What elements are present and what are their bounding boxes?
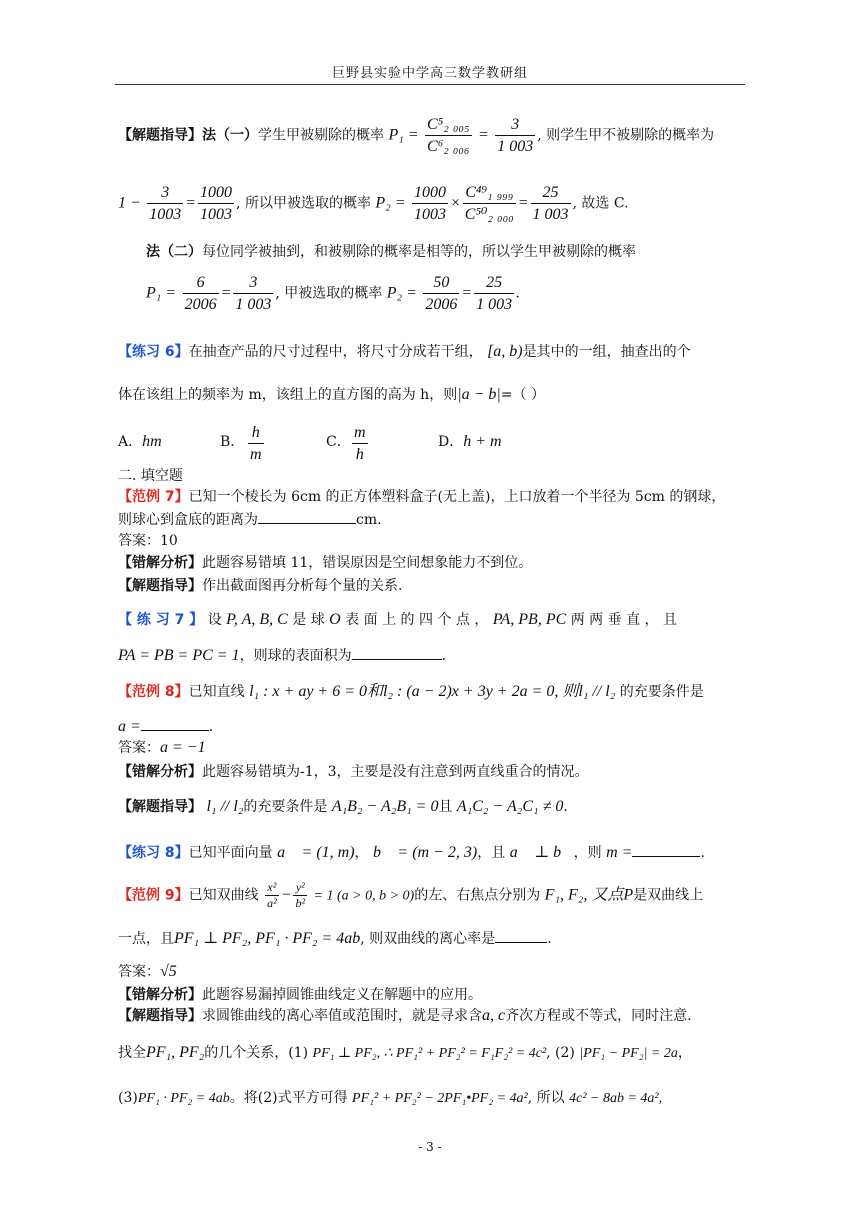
math: PF₁² + PF₂² − 2PF₁•PF₂ = 4a²	[352, 1091, 528, 1106]
text: 的充要条件是	[243, 799, 328, 815]
math: P₂ =	[375, 194, 406, 212]
option-a: A．hm	[118, 433, 162, 450]
solution-8: 【解题指导】 l₁ // l₂的充要条件是 A₁B₂ − A₂B₁ = 0且 A₁C₂ − A₂C₁ ≠ 0.	[118, 798, 568, 815]
page-header: 巨野县实验中学高三数学教研组	[331, 66, 528, 81]
answer-blank	[632, 842, 700, 857]
practice-7-line-2: PA = PB = PC = 1，则球的表面积为 .	[118, 647, 447, 664]
text: 答案：	[118, 740, 160, 756]
math: a⃗ = (1, m)	[277, 844, 355, 861]
page-number: - 3 -	[418, 1140, 442, 1154]
math: a = −1	[160, 739, 206, 756]
text: 求圆锥曲线的离心率值或范围时，就是寻求含	[202, 1008, 482, 1024]
solution-line-1: 【解题指导】法（一）学生甲被剔除的概率 P₁ = $\frac{\text{C⁵₂ ₀₀₅}}{\text{C⁶₂ ₀₀₆}}$ = $\frac{3}{1 003}$ , 则学生甲不被剔除的概率为	[118, 116, 715, 155]
text: 已知平面向量	[188, 845, 273, 861]
text: cm.	[356, 512, 382, 528]
math: PA = PB = PC = 1	[118, 647, 240, 664]
answer-blank	[352, 645, 442, 660]
math: PF₁ ⊥ PF₂, PF₁ · PF₂ = 4ab	[174, 930, 361, 947]
text: 表 面 上 的 四 个 点 ，	[345, 612, 489, 628]
text: 找全	[118, 1045, 146, 1061]
practice-8: 【练习 8】已知平面向量 a⃗ = (1, m)， b⃗ = (m − 2, 3)，且 a⃗ ⊥ b⃗，则 m = .	[118, 844, 705, 861]
fraction: $\frac{25}{1 003}$	[476, 274, 513, 313]
error-analysis-7	[118, 553, 742, 573]
practice-tag: 【 练 习 7 】	[118, 612, 204, 628]
practice-6-line-1	[118, 342, 742, 362]
solution-tag: 【解题指导】	[118, 1008, 202, 1024]
fraction: $\frac{\text{y²}}{\text{b²}}$	[295, 880, 306, 910]
method-tag: 法（二）	[146, 244, 202, 260]
example-9-line-1: 【范例 9】已知双曲线 $\frac{\text{x²}}{\text{a²}}$ − $\frac{\text{y²}}{\text{b²}}$ = 1 (a > 0, b > 0)的左、右焦点分别为 F₁, F₂, 又点P是双曲线上	[118, 880, 704, 910]
math: 1 −	[118, 194, 141, 212]
math: √5	[160, 963, 177, 980]
example-tag: 【范例 9】	[118, 887, 189, 904]
answer-7: 答案：10	[118, 533, 178, 549]
text: ，则球的表面积为	[239, 648, 352, 664]
math: a =	[118, 718, 141, 735]
option-c-fraction: $\frac{m}{h}$	[354, 424, 366, 463]
error-tag: 【错解分析】	[118, 555, 202, 571]
option-d: D．h + m	[438, 433, 502, 450]
solution-line-3	[146, 242, 742, 262]
fraction: $\frac{25}{1 003}$	[532, 184, 569, 223]
solution-9	[118, 1006, 742, 1026]
math: PF₁, PF₂	[146, 1044, 205, 1061]
practice-tag: 【练习 6】	[118, 344, 189, 360]
text: 是双曲线上	[633, 887, 704, 904]
text: 一点，且	[118, 931, 174, 947]
math: l₁ : x + ay + 6 = 0和l₂ : (a − 2)x + 3y + 2a = 0, 则l₁ // l₂	[249, 683, 616, 700]
answer-blank	[495, 928, 547, 943]
answer-8	[118, 738, 742, 758]
text: 已知双曲线	[188, 887, 259, 904]
math: P₂ =	[386, 284, 417, 302]
math: l₁ // l₂	[206, 798, 244, 815]
example-tag: 【范例 7】	[118, 489, 189, 505]
fraction: $\frac{1000}{1003}$	[200, 184, 233, 223]
math: PA, PB, PC	[492, 611, 567, 628]
error-analysis-8	[118, 762, 742, 782]
header-rule	[115, 84, 745, 85]
text: 学生甲被剔除的概率	[258, 127, 384, 144]
text: , 所以	[527, 1090, 565, 1106]
math: |a − b|	[457, 386, 501, 403]
text: 齐次方程或不等式，同时注意.	[505, 1008, 692, 1024]
solution-tag: 【解题指导】	[118, 578, 202, 594]
fraction: $\frac{\text{C⁵₂ ₀₀₅}}{\text{C⁶₂ ₀₀₆}}$	[427, 116, 470, 155]
error-analysis-9	[118, 985, 742, 1005]
option-b-label: B．	[220, 434, 245, 450]
math: 4c² − 8ab = 4a²,	[569, 1091, 663, 1106]
text: , 甲被选取的概率	[275, 285, 383, 302]
text: 作出截面图再分析每个量的关系.	[202, 578, 403, 594]
fraction: $\frac{1000}{1003}$	[414, 184, 446, 223]
text: ，且	[477, 845, 506, 861]
math: F₁, F₂, 又点P	[544, 886, 634, 904]
text: 此题容易错填为-1，3，主要是没有注意到两直线重合的情况。	[202, 764, 589, 780]
text: 的充要条件是	[619, 684, 704, 700]
text: 两 两 垂 直 ， 且	[570, 612, 677, 628]
solution-line-4: P₁ = $\frac{6}{2006}$ = $\frac{3}{1 003}$ , 甲被选取的概率 P₂ = $\frac{50}{2006}$ = $\frac{25}{1 003}$ .	[146, 274, 521, 313]
text: 体在该组上的频率为 m，该组上的直方图的高为 h，则	[118, 387, 458, 403]
text: 的几个关系，(1)	[204, 1045, 309, 1061]
error-tag: 【错解分析】	[118, 764, 202, 780]
math: a⃗ ⊥ b⃗	[509, 844, 574, 861]
example-tag: 【范例 8】	[118, 684, 189, 700]
text: , (2)	[546, 1045, 575, 1061]
text: , 故选 C.	[572, 195, 629, 212]
fraction: $\frac{50}{2006}$	[425, 274, 458, 313]
math: A₁C₂ − A₂C₁ ≠ 0	[456, 798, 564, 815]
text: 此题容易漏掉圆锥曲线定义在解题中的应用。	[202, 987, 482, 1003]
math: m =	[606, 844, 633, 861]
example-7-line-1	[118, 487, 742, 507]
math: P₁ =	[388, 126, 419, 144]
text: , 所以甲被选取的概率	[236, 195, 371, 212]
section-heading: 二. 填空题	[118, 468, 183, 484]
fraction: $\frac{\text{C⁴⁹₁ ₉₉₉}}{\text{C⁵⁰₂ ₀₀₀}}$	[464, 184, 514, 223]
solution-9-line-3	[118, 1088, 742, 1109]
practice-tag: 【练习 8】	[118, 845, 189, 861]
fraction: $\frac{3}{1003}$	[149, 184, 182, 223]
solution-9-line-2: 找全PF₁, PF₂的几个关系，(1) PF₁ ⊥ PF₂, ∴ PF₁² + PF₂² = F₁F₂² = 4c², (2) |PF₁ − PF₂| = 2a，	[118, 1044, 692, 1061]
math: b⃗ = (m − 2, 3)	[372, 844, 478, 861]
math: P, A, B, C	[226, 611, 288, 628]
text: , 则双曲线的离心率是	[360, 931, 496, 947]
fraction: $\frac{3}{1 003}$	[235, 274, 272, 313]
example-9-line-2: 一点，且PF₁ ⊥ PF₂, PF₁ · PF₂ = 4ab, 则双曲线的离心率是 .	[118, 930, 552, 947]
example-7-line-2	[118, 509, 742, 530]
math: a, c	[482, 1007, 506, 1024]
text: 是 球	[292, 612, 325, 628]
text: 则球心到盒底的距离为	[118, 512, 258, 528]
text: 的左、右焦点分别为	[414, 887, 541, 904]
practice-6-line-2	[118, 385, 742, 405]
example-8-line-1	[118, 682, 742, 702]
text: 每位同学被抽到，和被剔除的概率是相等的，所以学生甲被剔除的概率	[202, 244, 636, 260]
text: 是其中的一组，抽查出的个	[522, 344, 691, 360]
option-c-label: C．	[326, 434, 351, 450]
text: =（ ）	[500, 387, 545, 403]
fraction: $\frac{3}{1 003}$	[497, 116, 534, 155]
solution-7	[118, 576, 742, 596]
answer-9	[118, 962, 742, 982]
solution-tag: 【解题指导】法（一）	[118, 127, 258, 144]
text: 已知直线	[188, 684, 245, 700]
text: 答案：	[118, 964, 160, 980]
text: , 则学生甲不被剔除的概率为	[537, 127, 715, 144]
text: 此题容易错填 11，错误原因是空间想象能力不到位。	[202, 555, 533, 571]
text: 在抽查产品的尺寸过程中，将尺寸分成若干组，	[188, 344, 483, 360]
answer-blank	[258, 509, 356, 524]
math: = 1 (a > 0, b > 0)	[313, 888, 415, 904]
text: (3)	[118, 1090, 138, 1106]
math: |PF₁ − PF₂| = 2a	[579, 1046, 678, 1061]
text: 。将(2)式平方可得	[229, 1090, 348, 1106]
answer-blank	[141, 716, 209, 731]
math: PF₁ ⊥ PF₂, ∴ PF₁² + PF₂² = F₁F₂² = 4c²	[312, 1046, 547, 1061]
math: A₁B₂ − A₂B₁ = 0	[331, 798, 439, 815]
fraction: $\frac{\text{x²}}{\text{a²}}$	[267, 880, 277, 910]
example-8-line-2: a = .	[118, 718, 214, 735]
math: PF₁ · PF₂ = 4ab	[137, 1091, 230, 1106]
option-b-fraction: $\frac{h}{m}$	[250, 424, 262, 463]
error-tag: 【错解分析】	[118, 987, 202, 1003]
practice-7-line-1	[118, 610, 742, 630]
solution-tag: 【解题指导】	[118, 799, 202, 815]
text: 且	[438, 799, 453, 815]
math: [a, b)	[487, 343, 523, 360]
text: ，则	[573, 845, 602, 861]
math: O	[329, 611, 341, 628]
math: P₁ =	[146, 284, 177, 302]
text: 已知一个棱长为 6cm 的正方体塑料盒子(无上盖)，上口放着一个半径为 5cm 的钢球，	[188, 489, 726, 505]
text: 设	[207, 612, 222, 628]
fraction: $\frac{6}{2006}$	[184, 274, 217, 313]
solution-line-2: 1 − $\frac{3}{1003}$ = $\frac{1000}{1003}$ , 所以甲被选取的概率 P₂ = $\frac{1000}{1003}$ × $\frac{\text{C⁴⁹₁ ₉₉₉}}{\text{C⁵⁰₂ ₀₀₀}}$ = $\frac{25}{1 003}$ , 故选 C.	[118, 184, 629, 223]
